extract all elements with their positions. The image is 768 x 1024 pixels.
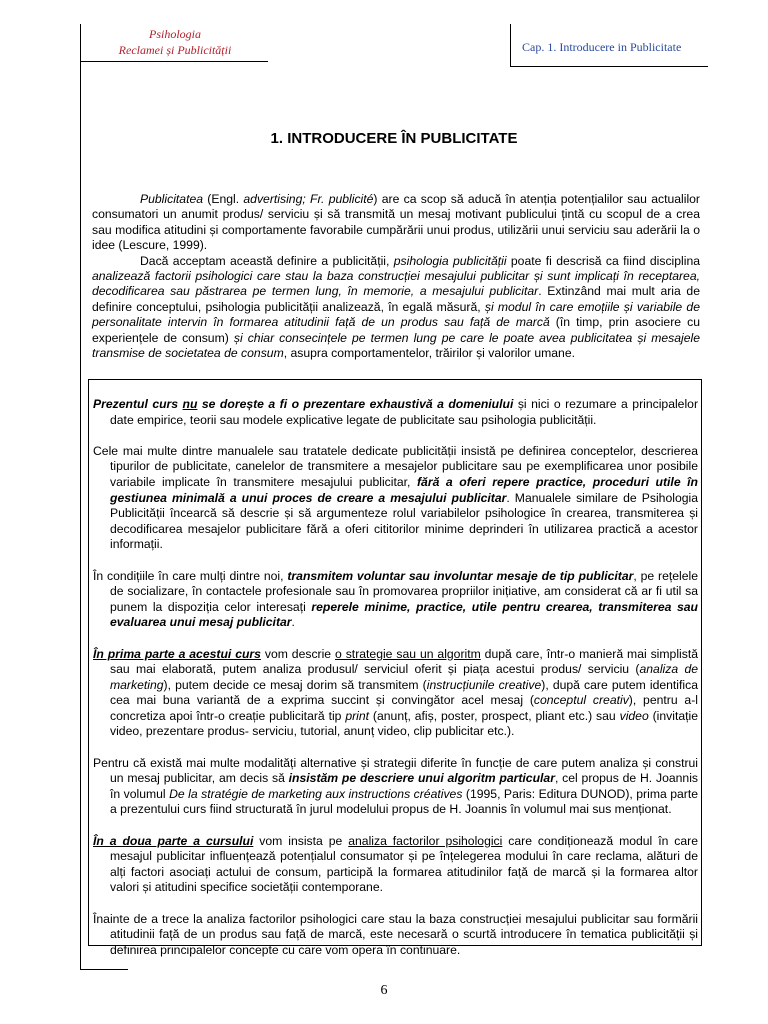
box-paragraph-1: Prezentul curs nu se dorește a fi o prezentare exhaustivă a domeniului și nici o rezumare a principalelor date empirice, teorii sau modele explicative legate de publicitate sau psihologia publicității. — [93, 397, 698, 427]
box-paragraph-7: Înainte de a trece la analiza factorilor psihologici care stau la baza construcției mesajului publicitar sau formării atitudinii față de un produs sau față de marcă, este necesară o scurtă introducere în tematica publicității și definirea principalelor concepte cu care vom opera în continuare. — [93, 911, 698, 957]
header-course-line1: Psihologia — [148, 27, 201, 41]
intro-text — [92, 192, 700, 361]
footer-rule — [80, 969, 128, 970]
box-paragraph-6: În a doua parte a cursului vom insista pe analiza factorilor psihologici care condiționează modul în care mesajul publicitar influențează potențialul consumator și pe înțelegerea modului în care reclama, alături de alți factori asociați actului de consum, participă la formarea atitudinilor față de marcă și la formarea altor valori și atitudini specifice societății contemporane. — [93, 833, 699, 895]
box-paragraph-4: În prima parte a acestui curs vom descrie o strategie sau un algoritm după care, într-o manieră mai simplistă sau mai elaborată, putem analiza produsul/ serviciul oferit și piața acestui produs/ serviciu (analiza de marketing), putem decide ce mesaj dorim să transmitem (instrucțiunile creative), după care putem identifica cea mai buna variantă de a exprima succint și convingător acel mesaj (conceptul creativ), pentru a-l concretiza apoi într-o creație publicitară tip print (anunț, afiș, poster, prospect, pliant etc.) sau video (invitație video, prezentare produs- serviciu, tutorial, anunț video, clip publicitar etc.). — [93, 646, 698, 739]
header-rule-right — [510, 66, 708, 67]
box-paragraph-2: Cele mai multe dintre manualele sau tratatele dedicate publicității insistă pe definirea conceptelor, descrierea tipurilor de publicitate, canelelor de transmitere a mesajelor publicitare sau pe exemplificarea unor posibile variabile implicate în transmitere mesajului publicitar, fără a oferi repere practice, proceduri utile în gestiunea minimală a unui proces de creare a mesajului publicitar. Manualele similare de Psihologia Publicității încearcă să descrie și să argumenteze rolul variabilelor psihologice în crearea, transmiterea și decodificarea mesajelor publicitare fără a oferi cititorilor minime deprinderi în utilizarea practică a acestor informații. — [93, 443, 698, 552]
box-paragraph-5: Pentru că există mai multe modalități alternative și strategii diferite în funcție de care putem analiza și construi un mesaj publicitar, am decis să insistăm pe descriere unui algoritm particular, cel propus de H. Joannis în volumul De la stratégie de marketing aux instructions créatives (1995, Paris: Editura DUNOD), prima parte a prezentului curs fiind structurată în jurul modelului propus de H. Joannis în volumul mai sus menționat. — [93, 755, 699, 817]
box-paragraph-3: În condițiile în care mulți dintre noi, transmitem voluntar sau involuntar mesaje de tip publicitar, pe rețelele de socializare, în contactele profesionale sau în promovarea propriilor inițiative, am considerat că ar fi util sa punem la dispoziția celor interesați reperele minime, practice, utile pentru crearea, transmiterea sau evaluarea unui mesaj publicitar. — [93, 568, 699, 630]
header-separator — [510, 24, 511, 66]
intro-paragraph-1: Publicitatea (Engl. advertising; Fr. publicité) are ca scop să aducă în atenția potențialilor sau actualilor consumatori un anumit produs/ serviciu și să transmită un mesaj motivant publicului țintă cu scopul de a crea sau modifica atitudini și comportamente favorabile cumpărării unui produs, utilizării unui serviciu sau aderării la o idee (Lescure, 1999). — [92, 192, 700, 253]
header-chapter-title: Cap. 1. Introducere in Publicitate — [522, 40, 682, 54]
chapter-heading: 1. INTRODUCERE ÎN PUBLICITATE — [270, 130, 518, 147]
page-number: 6 — [380, 983, 388, 998]
intro-paragraph-2: Dacă acceptam această definire a publicității, psihologia publicității poate fi descrisă ca fiind disciplina analizează factorii psihologici care stau la baza construcției mesajului publicitar și sunt implicați în receptarea, decodificarea sau păstrarea pe termen lung, în memorie, a mesajului publicitar. Extinzând mai mult aria de definire conceptului, psihologia publicității analizează, în egală măsură, și modul în care emoțiile și variabile de personalitate intervin în formarea atitudinii față de un produs sau față de marcă (în timp, prin asociere cu experiențele de consum) și chiar consecințele pe termen lung pe care le poate avea publicitatea și mesajele transmise de societatea de consum, asupra comportamentelor, trăirilor și valorilor umane. — [92, 253, 700, 361]
header-course-title — [82, 26, 268, 58]
left-margin-rule — [80, 24, 81, 970]
course-scope-box — [88, 379, 702, 957]
header-course-line2: Reclamei și Publicității — [118, 43, 232, 57]
header-rule-left — [80, 61, 268, 62]
